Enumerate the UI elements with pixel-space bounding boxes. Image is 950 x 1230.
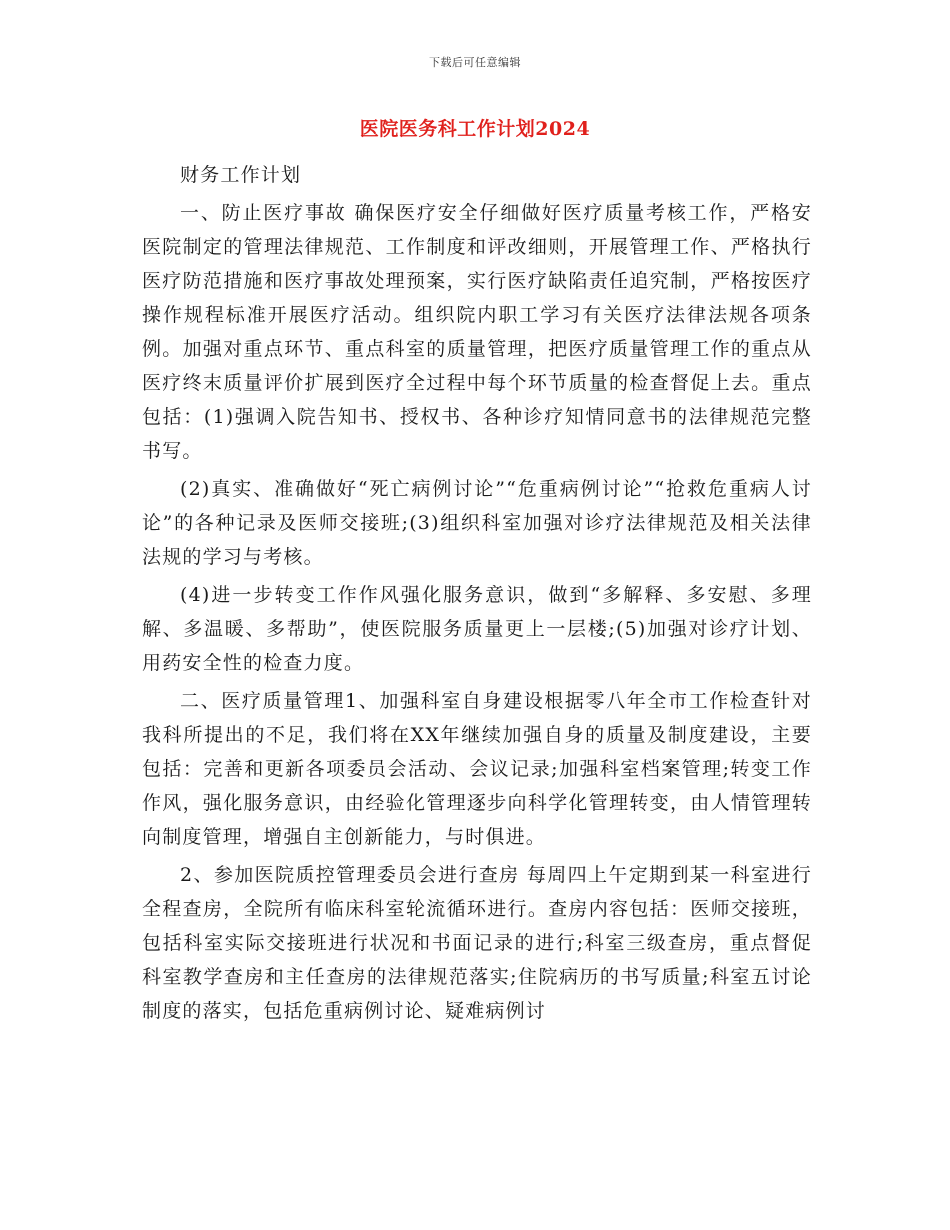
paragraph-4: 二、医疗质量管理1、加强科室自身建设根据零八年全市工作检查针对我科所提出的不足，我们将在XX年继续加强自身的质量及制度建设，主要包括：完善和更新各项委员会活动、会议记录;加强科室档案管理;转变工作作风，强化服务意识，由经验化管理逐步向科学化管理转变，由人情管理转向制度管理，增强自主创新能力，与时俱进。 [142, 690, 812, 848]
paragraph-section-heading: 财务工作计划 [180, 164, 302, 186]
paragraph-3: (4)进一步转变工作作风强化服务意识，做到“多解释、多安慰、多理解、多温暖、多帮助”，使医院服务质量更上一层楼;(5)加强对诊疗计划、用药安全性的检查力度。 [142, 584, 812, 674]
document-title: 医院医务科工作计划2024 [359, 118, 591, 140]
paragraph-5: 2、参加医院质控管理委员会进行查房 每周四上午定期到某一科室进行全程查房，全院所有临床科室轮流循环进行。查房内容包括：医师交接班，包括科室实际交接班进行状况和书面记录的进行;科室三级查房，重点督促科室教学查房和主任查房的法律规范落实;住院病历的书写质量;科室五讨论制度的落实，包括危重病例讨论、疑难病例讨 [142, 864, 812, 1022]
page-header-note: 下载后可任意编辑 [429, 56, 521, 69]
paragraph-1: 一、防止医疗事故 确保医疗安全仔细做好医疗质量考核工作，严格安医院制定的管理法律规范、工作制度和评改细则，开展管理工作、严格执行医疗防范措施和医疗事故处理预案，实行医疗缺陷责任追究制，严格按医疗操作规程标准开展医疗活动。组织院内职工学习有关医疗法律法规各项条例。加强对重点环节、重点科室的质量管理，把医疗质量管理工作的重点从医疗终末质量评价扩展到医疗全过程中每个环节质量的检查督促上去。重点包括：(1)强调入院告知书、授权书、各种诊疗知情同意书的法律规范完整书写。 [142, 202, 812, 462]
document-body [142, 158, 812, 1032]
paragraph-2: (2)真实、准确做好“死亡病例讨论”“危重病例讨论”“抢救危重病人讨论”的各种记录及医师交接班;(3)组织科室加强对诊疗法律规范及相关法律法规的学习与考核。 [142, 478, 812, 568]
